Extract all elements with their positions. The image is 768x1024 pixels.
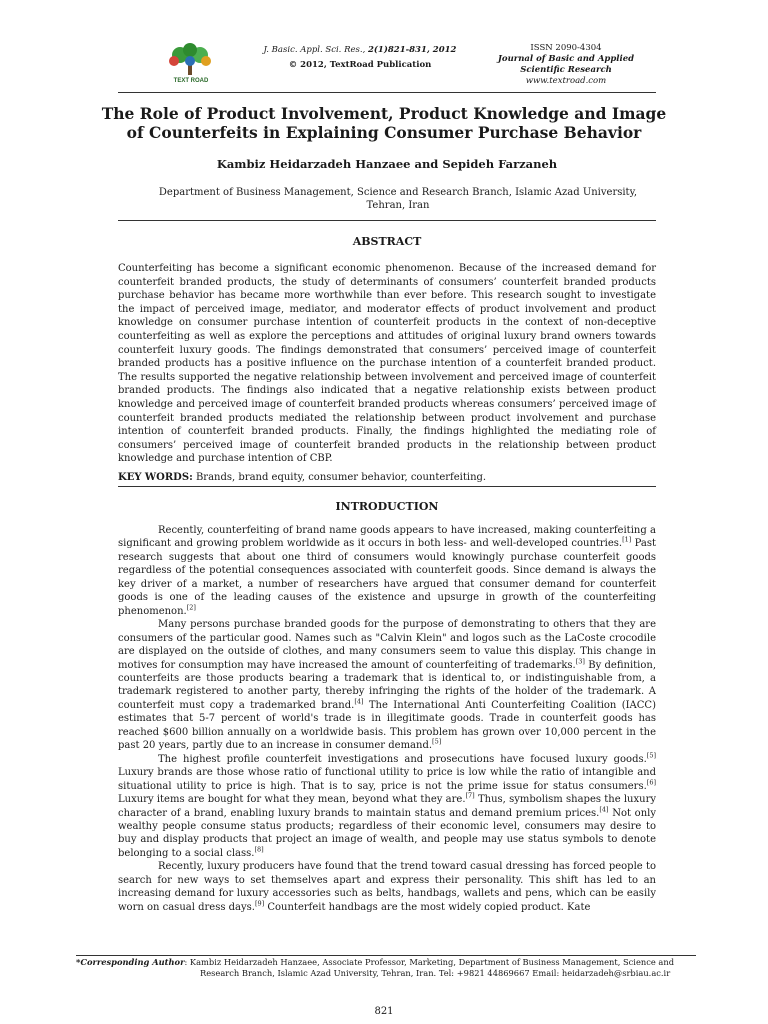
footnote-rule (76, 955, 696, 956)
keywords-label: KEY WORDS: (118, 472, 193, 483)
corresponding-author-footnote: *Corresponding Author: Kambiz Heidarzadeh Hanzaee, Associate Professor, Marketing, Department of Business Management, Science and Research Branch, Islamic Azad University, Tehran, Iran. Tel: +9821 44869667 Email: heidarzadeh@srbiau.ac.ir (76, 957, 675, 978)
tree-icon (169, 43, 211, 75)
citation-marker: [7] (465, 791, 475, 800)
abstract-text: Counterfeiting has become a significant economic phenomenon. Because of the increased demand for counterfeit branded products, the study of determinants of consumers’ counterfeit branded products purchase behavior has became more worthwhile than ever before. This research sought to investigate the impact of perceived image, mediator, and moderator effects of product involvement and product knowledge on consumer purchase intention of counterfeit products in the context of non-deceptive counterfeiting as well as explore the perceptions and attitudes of original luxury brand owners towards counterfeit luxury goods. The findings demonstrated that consumers’ perceived image of counterfeit branded products has a positive influence on the purchase intention of a counterfeit branded product. The results supported the negative relationship between involvement and perceived image of counterfeit branded products. The findings also indicated that a negative relationship exists between product knowledge and perceived image of counterfeit branded products whereas consumers’ perceived image of counterfeit branded products mediated the relationship between product involvement and purchase intention of counterfeit branded products. Finally, the findings highlighted the mediating role of consumers’ perceived image of counterfeit branded products in the relationship between product knowledge and purchase intention of CBP. (118, 263, 656, 465)
paragraph-text: Luxury brands are those whose ratio of functional utility to price is low while the ratio of intangible and situational utility to price is high. That is to say, price is not the prime issue for status consumers. (118, 767, 656, 792)
abstract-bottom-rule (118, 486, 656, 487)
citation-marker: [8] (254, 845, 264, 854)
keywords (118, 472, 656, 483)
paragraph-text: The highest profile counterfeit investigations and prosecutions have focused luxury goods. (158, 753, 647, 765)
body-paragraph (118, 524, 656, 618)
body-paragraph (118, 860, 656, 914)
citation-marker: [4] (354, 697, 364, 706)
citation-marker: [5] (646, 751, 656, 760)
page-number: 821 (374, 1006, 394, 1017)
paragraph-text: Counterfeit handbags are the most widely copied product. Kate (264, 901, 591, 913)
body-paragraph (118, 618, 656, 753)
paper-authors: Kambiz Heidarzadeh Hanzaee and Sepideh Farzaneh (216, 157, 558, 171)
citation-marker: [5] (432, 737, 442, 746)
paragraph-text: Thus, symbolism shapes the luxury character of a brand, enabling luxury brands to maintain status and demand premium prices. (118, 794, 656, 819)
journal-details (486, 43, 646, 87)
logo-text: TEXT ROAD (173, 78, 209, 84)
footnote-label: *Corresponding Author (76, 957, 185, 967)
journal-name-2: Scientific Research (520, 65, 612, 75)
abstract-top-rule (118, 220, 656, 221)
paragraph-text: The International Anti Counterfeiting Coalition (IACC) estimates that 5-7 percent of world's trade is in illegitimate goods. Trade in counterfeit goods has reached $600 billion annually on a worldwide basis. This problem has grown over 10,000 percent in the past 20 years, partly due to an increase in consumer demand. (118, 699, 656, 752)
body-paragraph (118, 753, 656, 861)
citation-marker: [6] (646, 778, 656, 787)
paragraph-text: Past research suggests that about one third of consumers would knowingly purchase counterfeit goods regardless of the potential consequences associated with counterfeit goods. Since demand is always the key driver of a market, a number of researchers have argued that consumer demand for counterfeit goods is one of the leading causes of the existence and upsurge in growth of the counterfeiting phenomenon. (118, 538, 656, 617)
paragraph-text: Luxury items are bought for what they mean, beyond what they are. (118, 794, 466, 806)
journal-name-1: Journal of Basic and Applied (497, 54, 635, 64)
citation-marker: [3] (575, 657, 585, 666)
author-affiliation: Department of Business Management, Science and Research Branch, Islamic Azad University, Tehran, Iran (158, 187, 638, 211)
introduction-body (118, 524, 656, 914)
citation-marker: [4] (599, 805, 609, 814)
journal-url: www.textroad.com (525, 76, 607, 86)
paragraph-text: Recently, luxury producers have found that the trend toward casual dressing has forced people to search for new ways to set themselves apart and express their personality. This shift has led to an increasing demand for luxury accessories such as belts, handbags, wallets and pens, which can be easily worn on casual dress days. (118, 861, 656, 913)
paragraph-text: Many persons purchase branded goods for the purpose of demonstrating to others that they are consumers of the particular good. Names such as "Calvin Klein" and logos such as the LaCoste crocodile are displayed on the outside of clothes, and many consumers seem to value this display. This change in motives for consumption may have increased the amount of counterfeiting of trademarks. (118, 619, 656, 671)
paragraph-text: Not only wealthy people consume status products; regardless of their economic level, consumers may desire to buy and display products that project an image of wealth, and people may use status symbols to denote belonging to a social class. (118, 807, 656, 859)
header-rule (118, 92, 656, 93)
paragraph-text: By definition, counterfeits are those products bearing a trademark that is identical to, or indistinguishable from, a trademark registered to another party, thereby infringing the rights of the holder of the trademark. A counterfeit must copy a trademarked brand. (118, 659, 657, 711)
paragraph-text: Recently, counterfeiting of brand name goods appears to have increased, making counterfeiting a significant and growing problem worldwide as it occurs in both less- and well-developed countries. (118, 525, 656, 550)
introduction-heading: INTRODUCTION (335, 500, 439, 513)
journal-reference: J. Basic. Appl. Sci. Res., 2(1)821-831, 2012 (263, 45, 457, 55)
paper-title: The Role of Product Involvement, Product Knowledge and Image of Counterfeits in Explaining Consumer Purchase Behavior (101, 104, 667, 142)
abstract-heading: ABSTRACT (352, 235, 422, 248)
textroad-logo (150, 43, 232, 85)
journal-info (250, 43, 470, 73)
issn: ISSN 2090-4304 (530, 43, 602, 53)
citation-marker: [2] (186, 603, 196, 612)
keywords-text: Brands, brand equity, consumer behavior, counterfeiting. (192, 472, 487, 483)
citation-marker: [1] (622, 536, 632, 545)
copyright-notice: © 2012, TextRoad Publication (288, 60, 432, 70)
citation-marker: [9] (254, 899, 265, 908)
